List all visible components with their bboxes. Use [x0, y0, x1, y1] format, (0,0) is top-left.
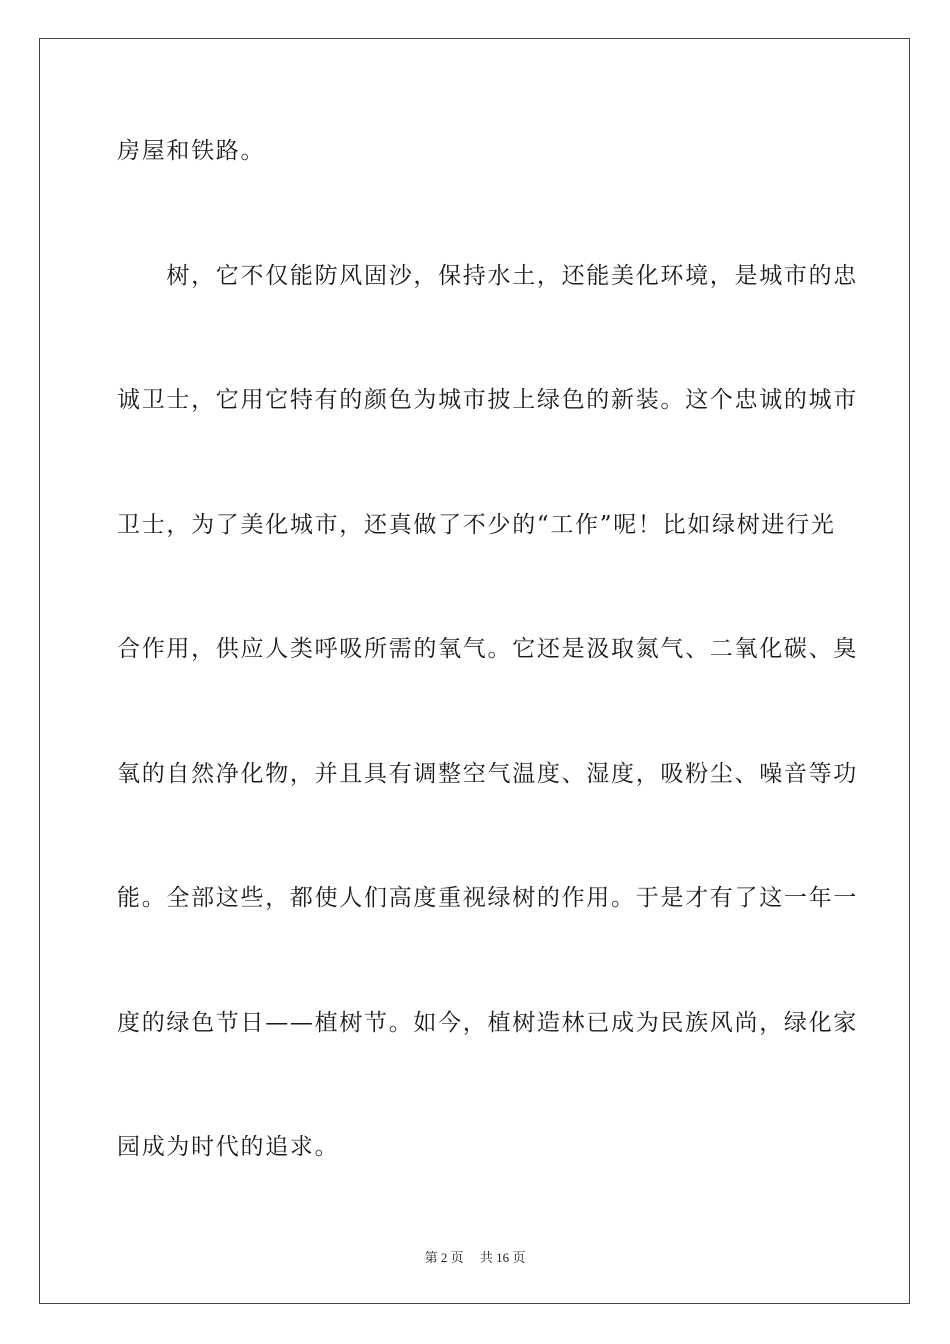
- text-line: 园成为时代的追求。: [117, 1134, 340, 1160]
- text-line: 卫士，为了美化城市，还真做了不少的“工作”呢！比如绿树进行光: [117, 512, 836, 538]
- text-line: 度的绿色节日——植树节。如今，植树造林已成为民族风尚，绿化家: [117, 1010, 858, 1036]
- page-number: 第 2 页 共 16 页: [424, 1250, 526, 1265]
- text-line: 合作用，供应人类呼吸所需的氧气。它还是汲取氮气、二氧化碳、臭: [117, 636, 858, 662]
- text-line: 诚卫士，它用它特有的颜色为城市披上绿色的新装。这个忠诚的城市: [117, 387, 858, 413]
- text-line: 树，它不仅能防风固沙，保持水土，还能美化环境，是城市的忠: [117, 263, 858, 289]
- text-line: 氧的自然净化物，并且具有调整空气温度、湿度，吸粉尘、噪音等功: [117, 761, 858, 787]
- text-line: 房屋和铁路。: [117, 138, 266, 164]
- text-line: 能。全部这些，都使人们高度重视绿树的作用。于是才有了这一年一: [117, 885, 858, 911]
- page-border: [39, 38, 910, 1304]
